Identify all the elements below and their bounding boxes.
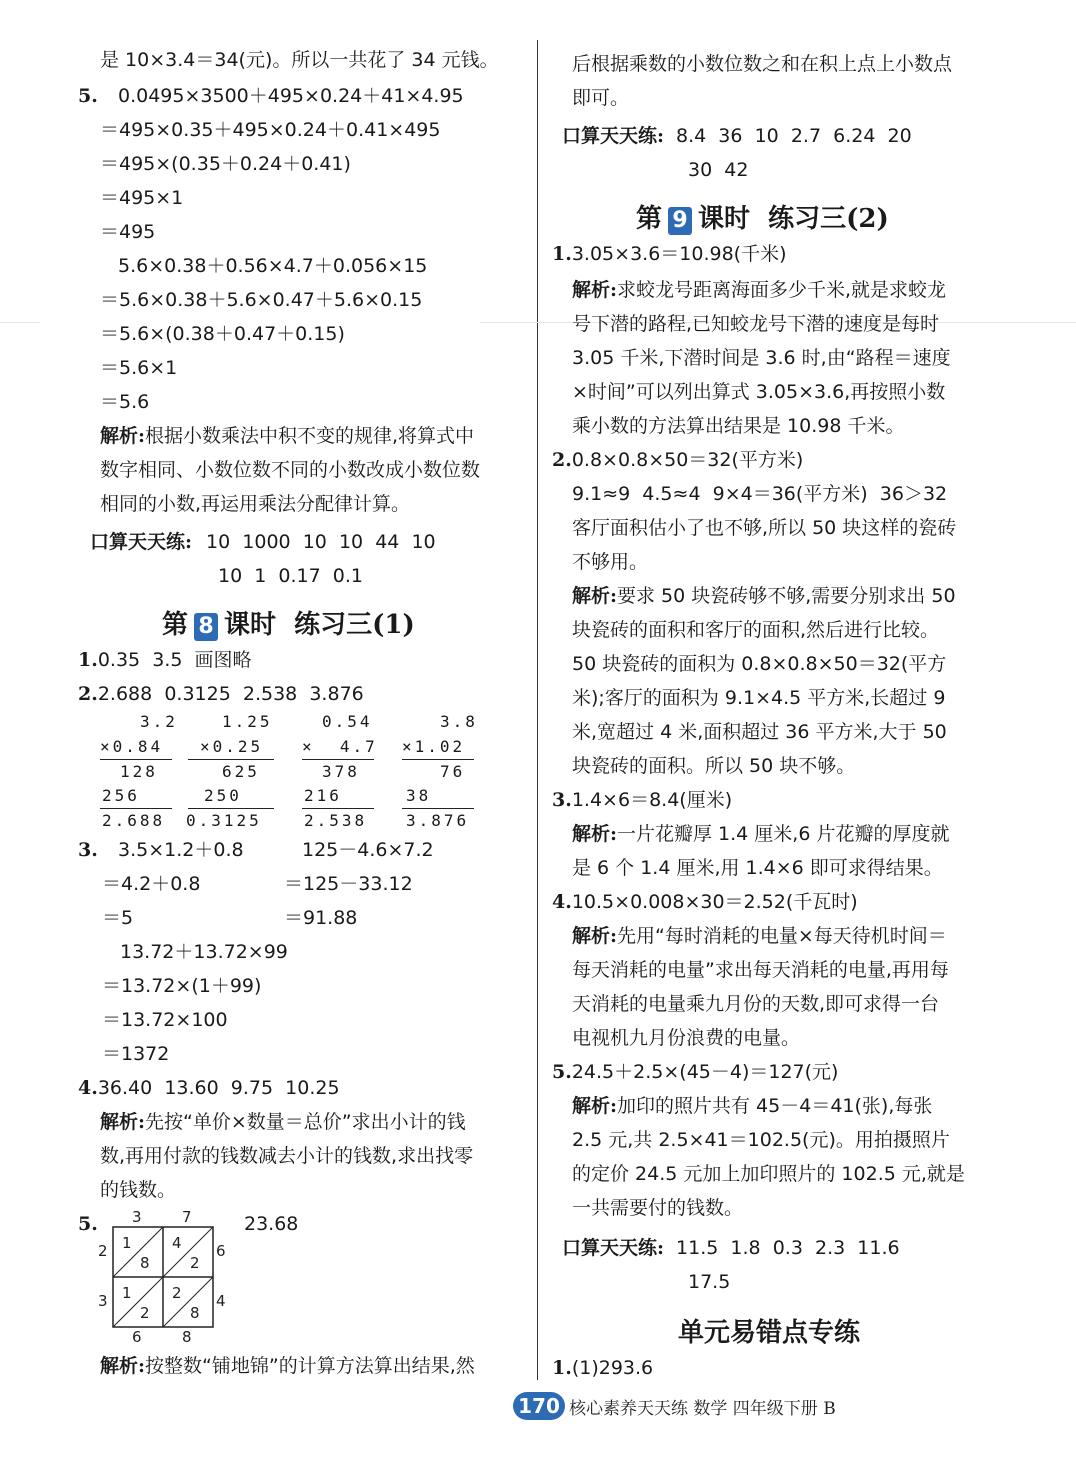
analysis-line: 米,宽超过 4 米,面积超过 36 平方米,大于 50 bbox=[572, 721, 947, 743]
analysis-line: 天消耗的电量乘九月份的天数,即可求得一台 bbox=[572, 993, 940, 1015]
kousuan-label: 口算天天练: bbox=[562, 1237, 665, 1259]
calc-line: 125－4.6×7.2 bbox=[302, 839, 434, 861]
l8-q5-answer: 23.68 bbox=[244, 1213, 299, 1235]
analysis-line: 2.5 元,共 2.5×41＝102.5(元)。用拍摄照片 bbox=[572, 1129, 950, 1151]
cont-line: 后根据乘数的小数位数之和在积上点上小数点 bbox=[572, 53, 953, 75]
analysis-line: 每天消耗的电量”求出每天消耗的电量,再用每 bbox=[572, 959, 949, 981]
kousuan-line: 17.5 bbox=[688, 1271, 731, 1293]
analysis-line: 解析:先按“单价×数量＝总价”求出小计的钱 bbox=[100, 1111, 466, 1133]
q5-line: ＝5.6×1 bbox=[100, 357, 178, 379]
q4: 4.10.5×0.008×30＝2.52(千瓦时) bbox=[552, 891, 858, 913]
kousuan-line: 口算天天练: 8.4 36 10 2.7 6.24 20 bbox=[562, 125, 912, 147]
analysis-line: 解析:求蛟龙号距离海面多少千米,就是求蛟龙 bbox=[572, 279, 947, 301]
q2-line: 不够用。 bbox=[572, 551, 649, 573]
calc-line: ＝5 bbox=[102, 907, 134, 929]
analysis-line: 乘小数的方法算出结果是 10.98 千米。 bbox=[572, 415, 905, 437]
kousuan-line: 30 42 bbox=[688, 159, 749, 181]
analysis-line: 一共需要付的钱数。 bbox=[572, 1197, 744, 1219]
analysis-line: 数,再用付款的钱数减去小计的钱数,求出找零 bbox=[100, 1145, 474, 1167]
calc-line: ＝1372 bbox=[102, 1043, 170, 1065]
analysis-line: 电视机九月份浪费的电量。 bbox=[572, 1027, 801, 1049]
analysis-line: 相同的小数,再运用乘法分配律计算。 bbox=[100, 493, 411, 515]
analysis-line: 是 6 个 1.4 厘米,用 1.4×6 即可求得结果。 bbox=[572, 857, 943, 879]
top-line: 是 10×3.4＝34(元)。所以一共花了 34 元钱。 bbox=[100, 49, 499, 71]
analysis-line: 的钱数。 bbox=[100, 1179, 177, 1201]
analysis-line: 解析:按整数“铺地锦”的计算方法算出结果,然 bbox=[100, 1355, 475, 1377]
q5-label: 5. bbox=[78, 85, 98, 107]
kousuan-line: 10 1 0.17 0.1 bbox=[218, 565, 364, 587]
q5-line: ＝5.6×0.38＋5.6×0.47＋5.6×0.15 bbox=[100, 289, 423, 311]
lesson-8-heading: 第 8 课时 练习三(1) bbox=[162, 610, 415, 640]
calc-line: 13.72＋13.72×99 bbox=[120, 941, 288, 963]
analysis-line: 数字相同、小数位数不同的小数改成小数位数 bbox=[100, 459, 481, 481]
calc-line: ＝13.72×100 bbox=[102, 1009, 228, 1031]
analysis-line: ×时间”可以列出算式 3.05×3.6,再按照小数 bbox=[572, 381, 946, 403]
calc-line: 3.5×1.2＋0.8 bbox=[118, 839, 244, 861]
l8-q2: 2.2.688 0.3125 2.538 3.876 bbox=[78, 683, 364, 705]
l8-q5-label: 5. bbox=[78, 1213, 98, 1235]
q5-line: ＝495×1 bbox=[100, 187, 184, 209]
cont-line: 即可。 bbox=[572, 87, 630, 109]
analysis-line: 块瓷砖的面积和客厅的面积,然后进行比较。 bbox=[572, 619, 940, 641]
analysis-line: 米);客厅的面积为 9.1×4.5 平方米,长超过 9 bbox=[572, 687, 946, 709]
analysis-line: 50 块瓷砖的面积为 0.8×0.8×50＝32(平方 bbox=[572, 653, 947, 675]
analysis-line: 解析:加印的照片共有 45－4＝41(张),每张 bbox=[572, 1095, 933, 1117]
calc-line: ＝125－33.12 bbox=[284, 873, 413, 895]
l8-q4: 4.36.40 13.60 9.75 10.25 bbox=[78, 1077, 340, 1099]
unit-title: 单元易错点专练 bbox=[678, 1318, 861, 1348]
q5-line: ＝5.6×(0.38＋0.47＋0.15) bbox=[100, 323, 345, 345]
q2-line: 客厅面积估小了也不够,所以 50 块这样的瓷砖 bbox=[572, 517, 957, 539]
lesson-number-badge: 9 bbox=[668, 207, 692, 235]
q5-line: ＝495×(0.35＋0.24＋0.41) bbox=[100, 153, 351, 175]
l8-q3-label: 3. bbox=[78, 839, 98, 861]
analysis-line: 解析:先用“每时消耗的电量×每天待机时间＝ bbox=[572, 925, 947, 947]
analysis-line: 的定价 24.5 元加上加印照片的 102.5 元,就是 bbox=[572, 1163, 965, 1185]
q5-line: ＝495×0.35＋495×0.24＋0.41×495 bbox=[100, 119, 441, 141]
analysis-line: 3.05 千米,下潜时间是 3.6 时,由“路程＝速度 bbox=[572, 347, 951, 369]
q5: 5.24.5＋2.5×(45－4)＝127(元) bbox=[552, 1061, 839, 1083]
q5-line: ＝495 bbox=[100, 221, 156, 243]
lesson-number-badge: 8 bbox=[194, 613, 218, 641]
lesson-9-heading: 第 9 课时 练习三(2) bbox=[636, 204, 889, 234]
footer-title: 核心素养天天练 数学 四年级下册 B bbox=[569, 1399, 836, 1419]
kousuan-label: 口算天天练: bbox=[562, 125, 665, 147]
kousuan-line: 口算天天练: 10 1000 10 10 44 10 bbox=[90, 531, 436, 553]
analysis-line: 块瓷砖的面积。所以 50 块不够。 bbox=[572, 755, 856, 777]
calc-line: ＝91.88 bbox=[284, 907, 358, 929]
calc-line: ＝4.2＋0.8 bbox=[102, 873, 201, 895]
l8-q1: 1.0.35 3.5 画图略 bbox=[78, 649, 252, 671]
analysis-line: 解析:一片花瓣厚 1.4 厘米,6 片花瓣的厚度就 bbox=[572, 823, 950, 845]
calc-line: ＝13.72×(1＋99) bbox=[102, 975, 262, 997]
column-divider bbox=[537, 40, 538, 1380]
q2: 2.0.8×0.8×50＝32(平方米) bbox=[552, 449, 804, 471]
kousuan-label: 口算天天练: bbox=[90, 531, 193, 553]
faint-line bbox=[0, 322, 40, 323]
analysis-label: 解析: bbox=[100, 425, 146, 447]
last-item: 1.(1)293.6 bbox=[552, 1357, 654, 1379]
page-number: 170 bbox=[513, 1392, 565, 1420]
q2-line: 9.1≈9 4.5≈4 9×4＝36(平方米) 36＞32 bbox=[572, 483, 948, 505]
q1: 1.3.05×3.6＝10.98(千米) bbox=[552, 243, 787, 265]
analysis-line: 号下潜的路程,已知蛟龙号下潜的速度是每时 bbox=[572, 313, 940, 335]
analysis-line: 解析:根据小数乘法中积不变的规律,将算式中 bbox=[100, 425, 475, 447]
analysis-line: 解析:要求 50 块瓷砖够不够,需要分别求出 50 bbox=[572, 585, 956, 607]
q5-line: ＝5.6 bbox=[100, 391, 150, 413]
q3: 3.1.4×6＝8.4(厘米) bbox=[552, 789, 733, 811]
q5-line: 5.6×0.38＋0.56×4.7＋0.056×15 bbox=[118, 255, 428, 277]
q5-line: 0.0495×3500＋495×0.24＋41×4.95 bbox=[118, 85, 464, 107]
kousuan-line: 口算天天练: 11.5 1.8 0.3 2.3 11.6 bbox=[562, 1237, 900, 1259]
